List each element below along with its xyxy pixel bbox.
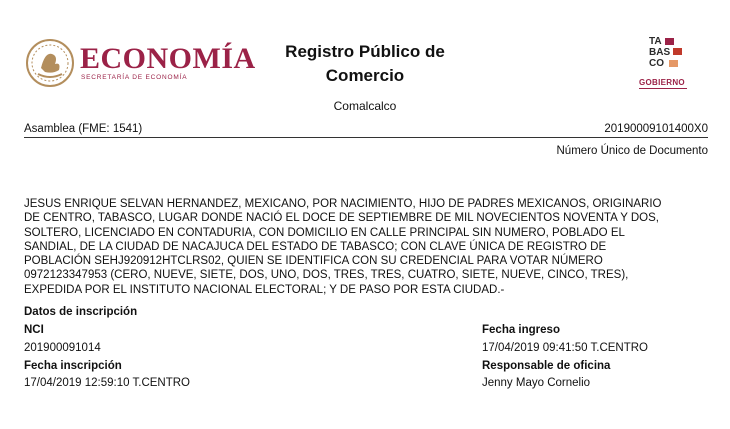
tabasco-logo-letters-3: CO (649, 58, 664, 69)
page-title-line-2: Comercio (325, 66, 405, 85)
office-location: Comalcalco (333, 99, 397, 113)
document-number-label: Número Único de Documento (556, 145, 708, 157)
body-line: JESUS ENRIQUE SELVAN HERNANDEZ, MEXICANO, POR NACIMIENTO, HIJO DE PADRES MEXICANOS, ORIGINARIO (24, 198, 662, 210)
document-number: 2019000910​1400X0 (604, 123, 708, 135)
economia-logo-title: ECONOMÍA (80, 42, 256, 75)
header-divider (24, 137, 708, 138)
tabasco-government-logo (635, 36, 695, 92)
fecha-ingreso-label: Fecha ingreso (482, 324, 560, 336)
responsable-value: Jenny Mayo Cornelio (482, 377, 591, 389)
body-line: DE CENTRO, TABASCO, LUGAR DONDE NACIÓ EL DOCE DE SEPTIEMBRE DE MIL NOVECIENTOS NOVENTA Y DOS, (24, 212, 659, 225)
nci-value: 201900091014 (24, 342, 101, 354)
act-type: Asamblea (FME: 1541) (24, 123, 143, 135)
body-line: SOLTERO, LICENCIADO EN CONTADURIA, CON DOMICILIO EN CALLE PRINCIPAL SIN NUMERO, POBLADO EL (24, 226, 625, 239)
page-title-line-1: Registro Público de (285, 42, 445, 61)
responsable-label: Responsable de oficina (482, 360, 611, 372)
mexico-seal-icon (25, 38, 75, 88)
document-body (24, 197, 704, 297)
economia-logo-subtitle: SECRETARÍA DE ECONOMÍA (81, 74, 188, 81)
body-line: SANDIAL, DE LA CIUDAD DE NACAJUCA DEL ESTADO DE TABASCO; CON CLAVE ÚNICA DE REGISTRO DE (24, 240, 607, 253)
fecha-inscripcion-value: 17/04/2019 12:59:10 T.CENTRO (24, 377, 191, 389)
logo-underline (639, 88, 687, 89)
logo-block-icon (665, 38, 674, 45)
fecha-inscripcion-label: Fecha inscripción (24, 360, 122, 372)
tabasco-logo-letters-1: TA (649, 36, 662, 47)
fecha-ingreso-value: 17/04/2019 09:41:50 T.CENTRO (482, 342, 649, 354)
tabasco-logo-text: GOBIERNO (639, 78, 685, 87)
page-title (265, 40, 465, 88)
economia-logo (25, 38, 256, 88)
nci-label: NCI (24, 324, 44, 336)
body-line: 0972123347953 (CERO, NUEVE, SIETE, DOS, UNO, DOS, TRES, TRES, CUATRO, SIETE, NUEVE, CINCO, TRES), (24, 269, 629, 282)
tabasco-logo-letters-2: BAS (649, 47, 671, 58)
logo-block-icon (673, 48, 682, 55)
body-line: POBLACIÓN SEHJ920912HTCLRS02, QUIEN SE IDENTIFICA CON SU CREDENCIAL PARA VOTAR NÚMERO (24, 255, 603, 268)
body-line: EXPEDIDA POR EL INSTITUTO NACIONAL ELECTORAL; Y DE PASO POR ESTA CIUDAD.- (24, 283, 505, 296)
inscription-section-title: Datos de inscripción (24, 306, 138, 318)
logo-block-icon (669, 60, 678, 67)
